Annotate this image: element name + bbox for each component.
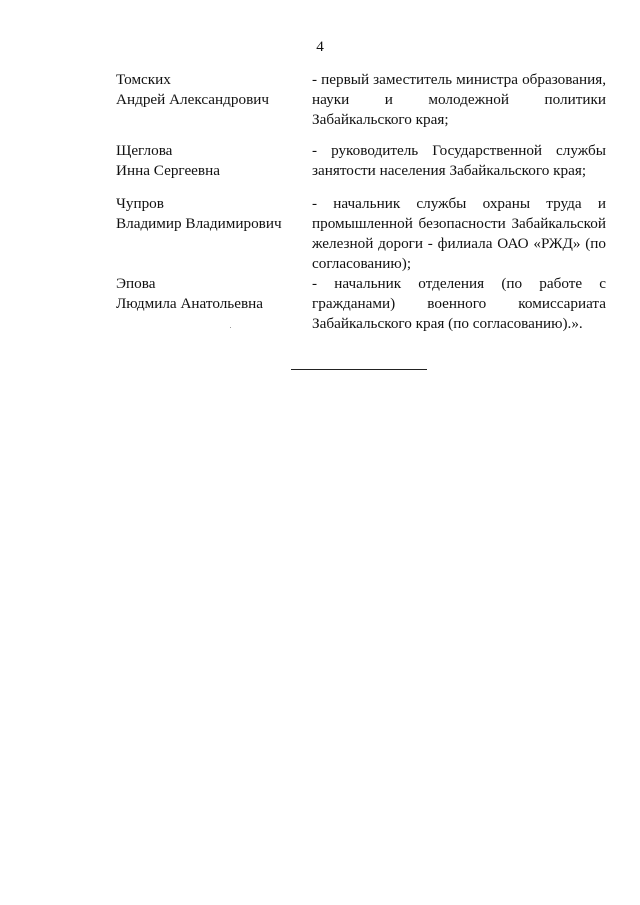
member-surname: Эпова xyxy=(116,275,156,292)
member-position: - руководитель Государственной службы занятости населения Забайкальского края; xyxy=(312,142,606,179)
scan-speck xyxy=(230,327,231,328)
member-name xyxy=(116,70,306,110)
member-surname: Чупров xyxy=(116,195,164,212)
member-name xyxy=(116,274,306,314)
member-name xyxy=(116,141,306,181)
closing-rule xyxy=(291,369,427,370)
member-given-names: Людмила Анатольевна xyxy=(116,295,264,312)
page-number: 4 xyxy=(316,38,324,55)
member-given-names: Владимир Владимирович xyxy=(116,215,282,232)
member-position: - начальник отделения (по работе с гражданами) военного комиссариата Забайкальского края (по согласованию).». xyxy=(312,275,606,332)
member-given-names: Андрей Александрович xyxy=(116,91,270,108)
member-surname: Щеглова xyxy=(116,142,173,159)
member-position: - начальник службы охраны труда и промышленной безопасности Забайкальской железной дороги - филиала ОАО «РЖД» (по согласованию); xyxy=(312,195,606,272)
member-name xyxy=(116,194,306,234)
member-position: - первый заместитель министра образования, науки и молодежной политики Забайкальского края; xyxy=(312,71,606,128)
member-surname: Томских xyxy=(116,71,171,88)
member-given-names: Инна Сергеевна xyxy=(116,162,220,179)
